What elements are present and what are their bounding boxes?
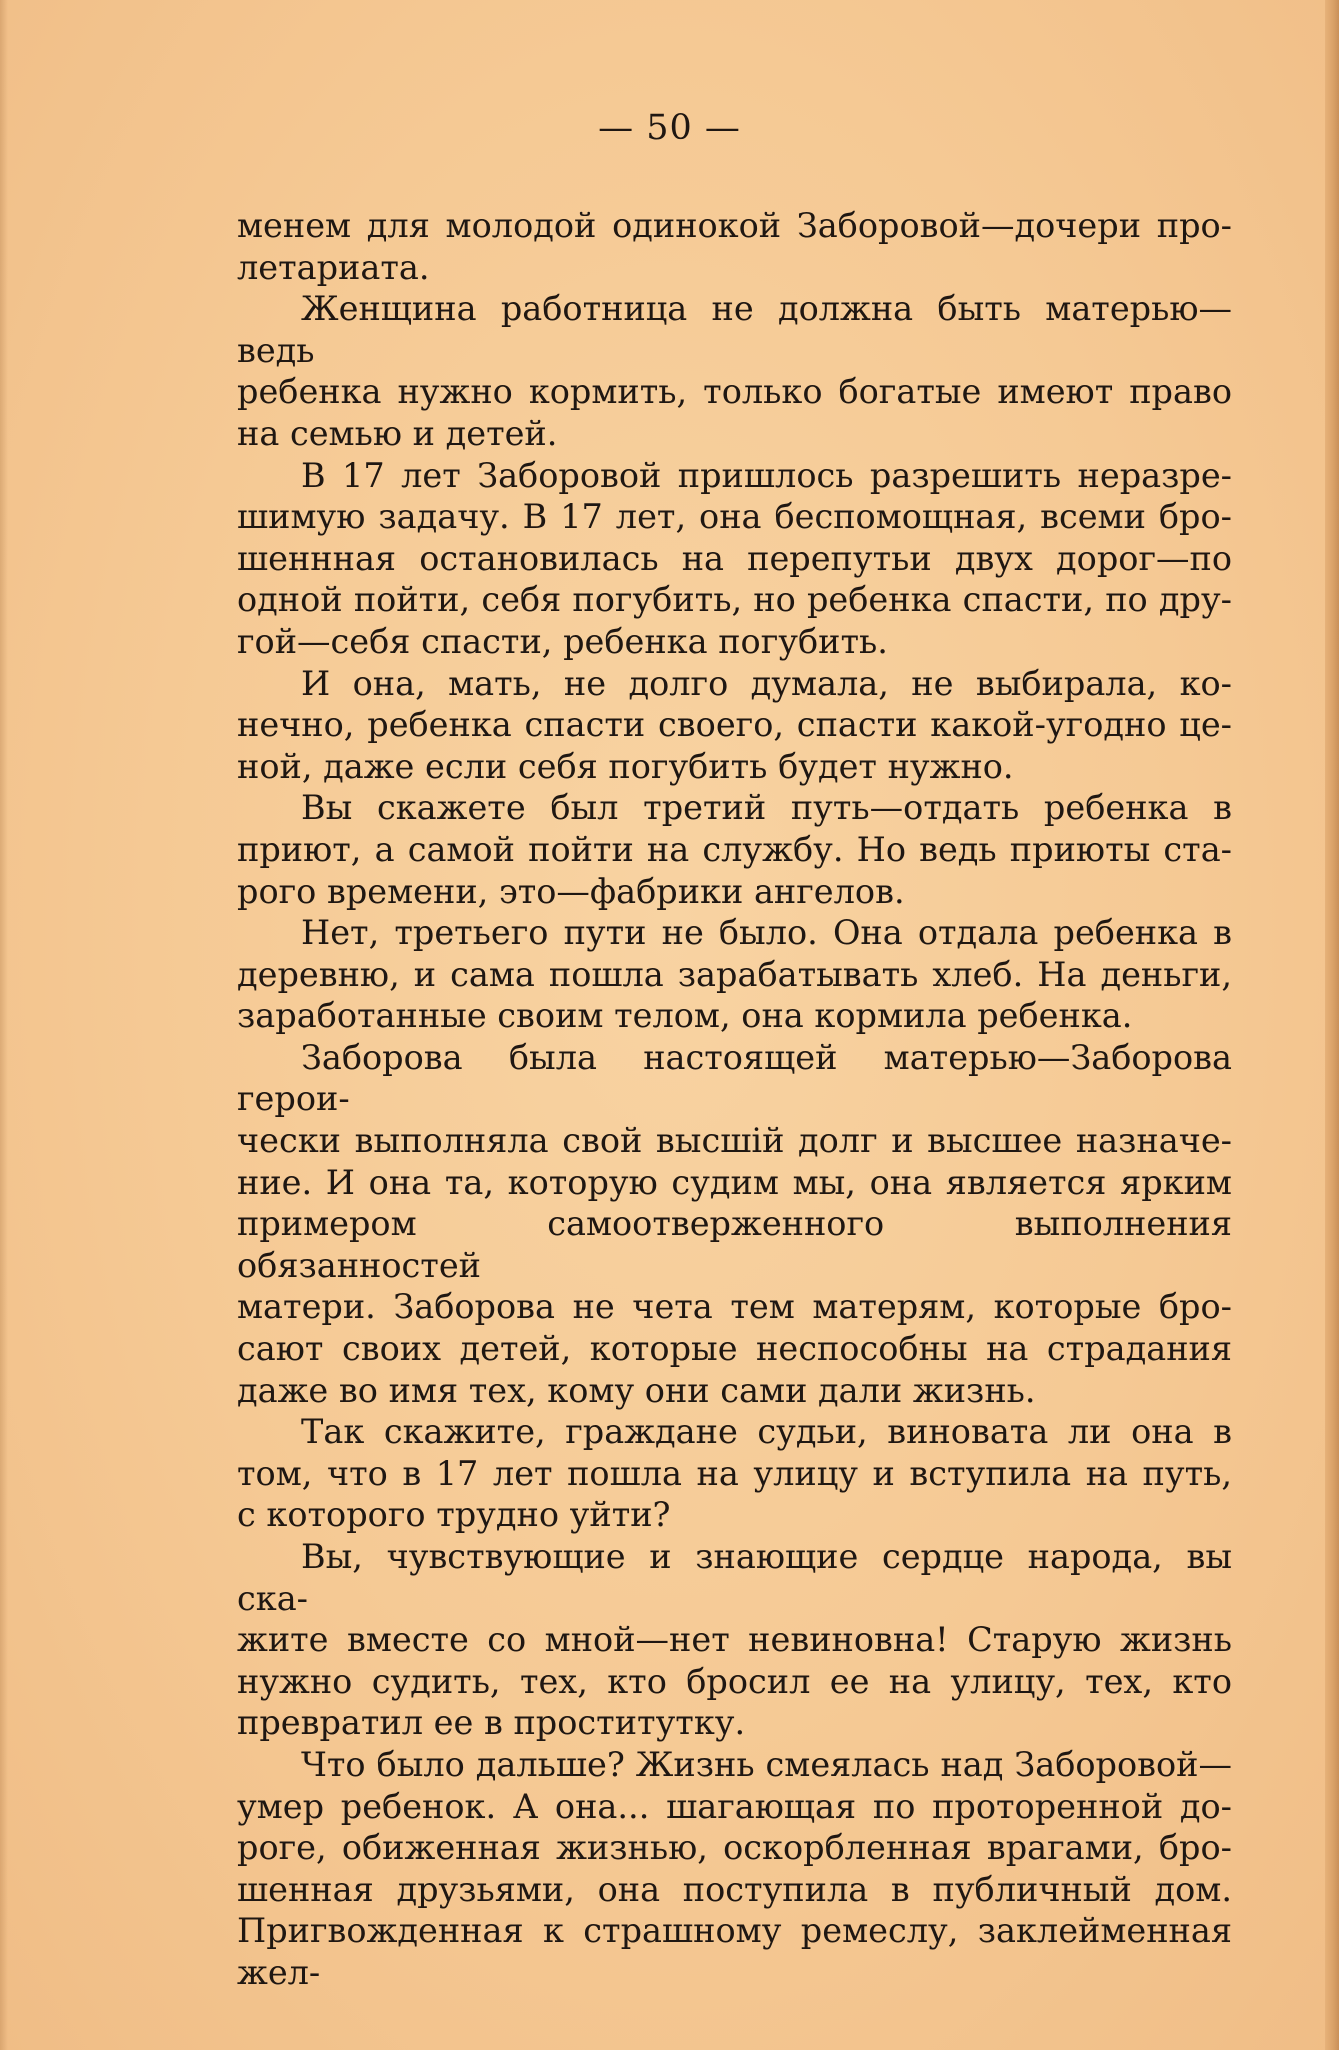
text-line: Пригвожденная к страшному ремеслу, заклейменная жел- <box>237 1911 1232 1992</box>
text-line: нечно, ребенка спасти своего, спасти какой-угодно це- <box>237 705 1232 745</box>
text-line: одной пойти, себя погубить, но ребенка спасти, по дру- <box>237 580 1232 620</box>
text-line: Что было дальше? Жизнь смеялась над Заборовой— <box>301 1744 1232 1784</box>
text-line: Женщина работница не должна быть матерью—ведь <box>237 289 1232 370</box>
paragraph <box>237 663 1232 788</box>
text-line: Заборова была настоящей матерью—Заборова герои- <box>237 1037 1232 1119</box>
paragraph <box>237 1411 1232 1536</box>
paragraph <box>237 1037 1232 1411</box>
text-line: ребенка нужно кормить, только богатые имеют право <box>237 372 1232 412</box>
paragraph <box>237 912 1232 1037</box>
text-line: В 17 лет Заборовой пришлось разрешить неразре- <box>301 455 1232 495</box>
text-line: шимую задачу. В 17 лет, она беспомощная, всеми бро- <box>237 497 1232 537</box>
page-left-shadow <box>0 0 8 2050</box>
text-line: примером самоотверженного выполнения обязанностей <box>237 1204 1232 1285</box>
page-number: — 50 — <box>598 108 741 148</box>
text-line: Вы, чувствующие и знающие сердце народа, вы ска- <box>237 1537 1232 1618</box>
text-line: умер ребенок. А она... шагающая по проторенной до- <box>237 1786 1232 1826</box>
text-line: даже во имя тех, кому они сами дали жизнь. <box>237 1370 1036 1410</box>
text-line: чески выполняла свой высшiй долг и высшее назначе- <box>237 1121 1232 1161</box>
paragraph <box>237 288 1232 454</box>
text-line: на семью и детей. <box>237 413 558 453</box>
text-line: рого времени, это—фабрики ангелов. <box>237 871 905 911</box>
paragraph <box>237 455 1232 663</box>
text-line: летариата. <box>237 247 430 287</box>
text-line: деревню, и сама пошла зарабатывать хлеб. На деньги, <box>237 954 1232 994</box>
text-line: гой—себя спасти, ребенка погубить. <box>237 621 888 661</box>
text-line: Так скажите, граждане судьи, виновата ли она в <box>301 1412 1232 1452</box>
text-line: ной, даже если себя погубить будет нужно. <box>237 746 1014 786</box>
text-line: с которого трудно уйти? <box>237 1495 671 1535</box>
text-line: шеннная остановилась на перепутьи двух дорог—по <box>237 538 1232 578</box>
page-right-edge <box>1325 0 1339 2050</box>
paragraph <box>237 205 1232 288</box>
text-line: ние. И она та, которую судим мы, она является ярким <box>237 1162 1232 1202</box>
text-line: жите вместе со мной—нет невиновна! Старую жизнь <box>237 1620 1232 1660</box>
text-line: роге, обиженная жизнью, оскорбленная врагами, бро- <box>237 1828 1232 1868</box>
paragraph <box>237 1744 1232 1994</box>
text-line: шенная друзьями, она поступила в публичный дом. <box>237 1869 1232 1909</box>
text-line: том, что в 17 лет пошла на улицу и вступила на путь, <box>237 1453 1232 1493</box>
text-line: Нет, третьего пути не было. Она отдала ребенка в <box>301 913 1232 953</box>
text-line: менем для молодой одинокой Заборовой—дочери про- <box>237 206 1232 245</box>
text-line: сают своих детей, которые неспособны на страдания <box>237 1329 1232 1369</box>
text-line: заработанные своим телом, она кормила ребенка. <box>237 996 1133 1036</box>
body-text <box>237 205 1232 1994</box>
text-line: И она, мать, не долго думала, не выбирала, ко- <box>301 663 1232 703</box>
text-line: Вы скажете был третий путь—отдать ребенка в <box>301 788 1232 828</box>
paragraph <box>237 787 1232 912</box>
text-line: нужно судить, тех, кто бросил ее на улицу, тех, кто <box>237 1661 1232 1701</box>
text-line: превратил ее в проститутку. <box>237 1703 746 1743</box>
text-line: приют, а самой пойти на службу. Но ведь приюты ста- <box>237 829 1232 869</box>
text-line: матери. Заборова не чета тем матерям, которые бро- <box>237 1287 1232 1327</box>
paragraph <box>237 1536 1232 1744</box>
